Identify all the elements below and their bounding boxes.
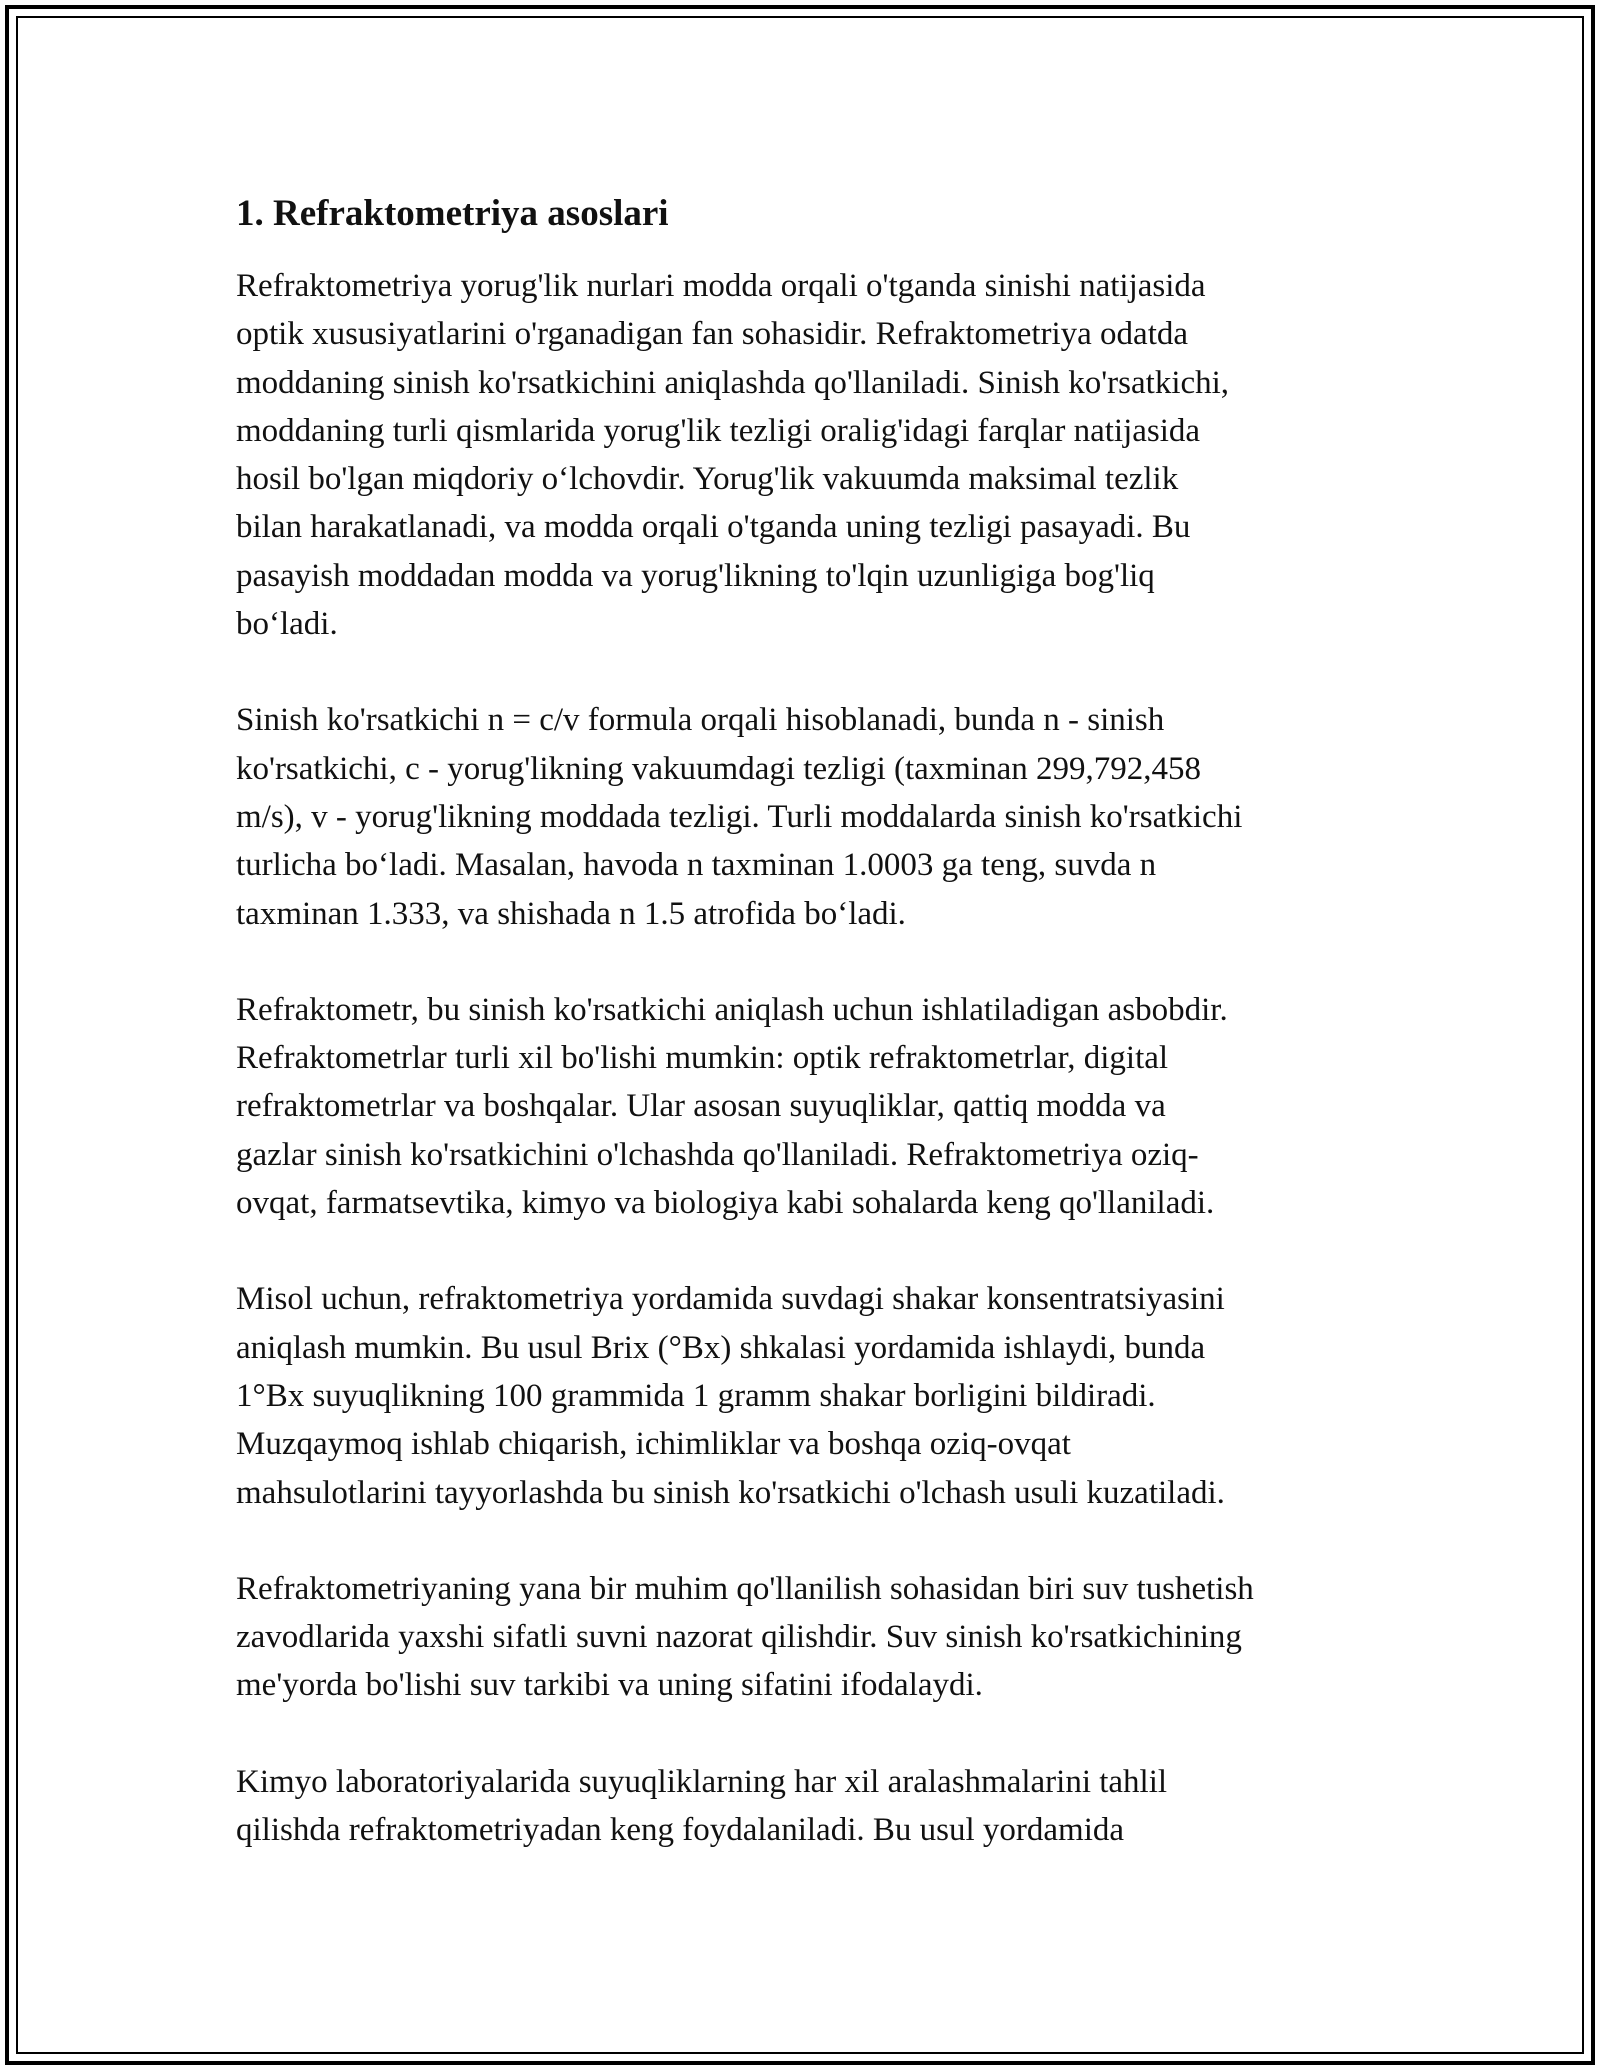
paragraph-refraktometr: Refraktometr, bu sinish ko'rsatkichi aniqlash uchun ishlatiladigan asbobdir. Refraktometrlar turli xil bo'lishi mumkin: optik refraktometrlar, digital refraktometrlar va boshqalar. Ular asosan suyuqliklar, qattiq modda va gazlar sinish ko'rsatkichini o'lchashda qo'llaniladi. Refraktometriya oziq- ovqat, farmatsevtika, kimyo va biologiya kabi sohalarda keng qo'llaniladi. <box>236 991 1228 1222</box>
paragraph-chemistry-labs: Kimyo laboratoriyalarida suyuqliklarning har xil aralashmalarini tahlil qilishda refraktometriyadan keng foydalaniladi. Bu usul yordamida <box>236 1763 1168 1849</box>
section-title: 1. Refraktometriya asoslari <box>236 193 669 234</box>
paragraph-sinish-formula: Sinish ko'rsatkichi n = c/v formula orqali hisoblanadi, bunda n - sinish ko'rsatkichi, c - yorug'likning vakuumdagi tezligi (taxminan 299,792,458 m/s), v - yorug'likning moddada tezligi. Turli moddalarda sinish ko'rsatkichi turlicha bo‘ladi. Masalan, havoda n taxminan 1.0003 ga teng, suvda n taxminan 1.333, va shishada n 1.5 atrofida bo‘ladi. <box>236 702 1243 932</box>
paragraph-water-quality: Refraktometriyaning yana bir muhim qo'llanilish sohasidan biri suv tushetish zavodlarida yaxshi sifatli suvni nazorat qilishdir. Suv sinish ko'rsatkichining me'yorda bo'lishi suv tarkibi va uning sifatini ifodalaydi. <box>236 1570 1254 1704</box>
paragraph-refraktometriya-intro: Refraktometriya yorug'lik nurlari modda orqali o'tganda sinishi natijasida optik xususiyatlarini o'rganadigan fan sohasidir. Refraktometriya odatda moddaning sinish ko'rsatkichini aniqlashda qo'llaniladi. Sinish ko'rsatkichi, moddaning turli qismlarida yorug'lik tezligi oralig'idagi farqlar natijasida hosil bo'lgan miqdoriy o‘lchovdir. Yorug'lik vakuumda maksimal tezlik bilan harakatlanadi, va modda orqali o'tganda uning tezligi pasayadi. Bu pasayish moddadan modda va yorug'likning to'lqin uzunligiga bog'liq bo‘ladi. <box>236 268 1230 643</box>
document-body <box>236 192 1376 1902</box>
paragraph-brix-example: Misol uchun, refraktometriya yordamida suvdagi shakar konsentratsiyasini aniqlash mumkin. Bu usul Brix (°Bx) shkalasi yordamida ishlaydi, bunda 1°Bx suyuqlikning 100 grammida 1 gramm shakar borligini bildiradi. Muzqaymoq ishlab chiqarish, ichimliklar va boshqa oziq-ovqat mahsulotlarini tayyorlashda bu sinish ko'rsatkichi o'lchash usuli kuzatiladi. <box>236 1281 1225 1511</box>
